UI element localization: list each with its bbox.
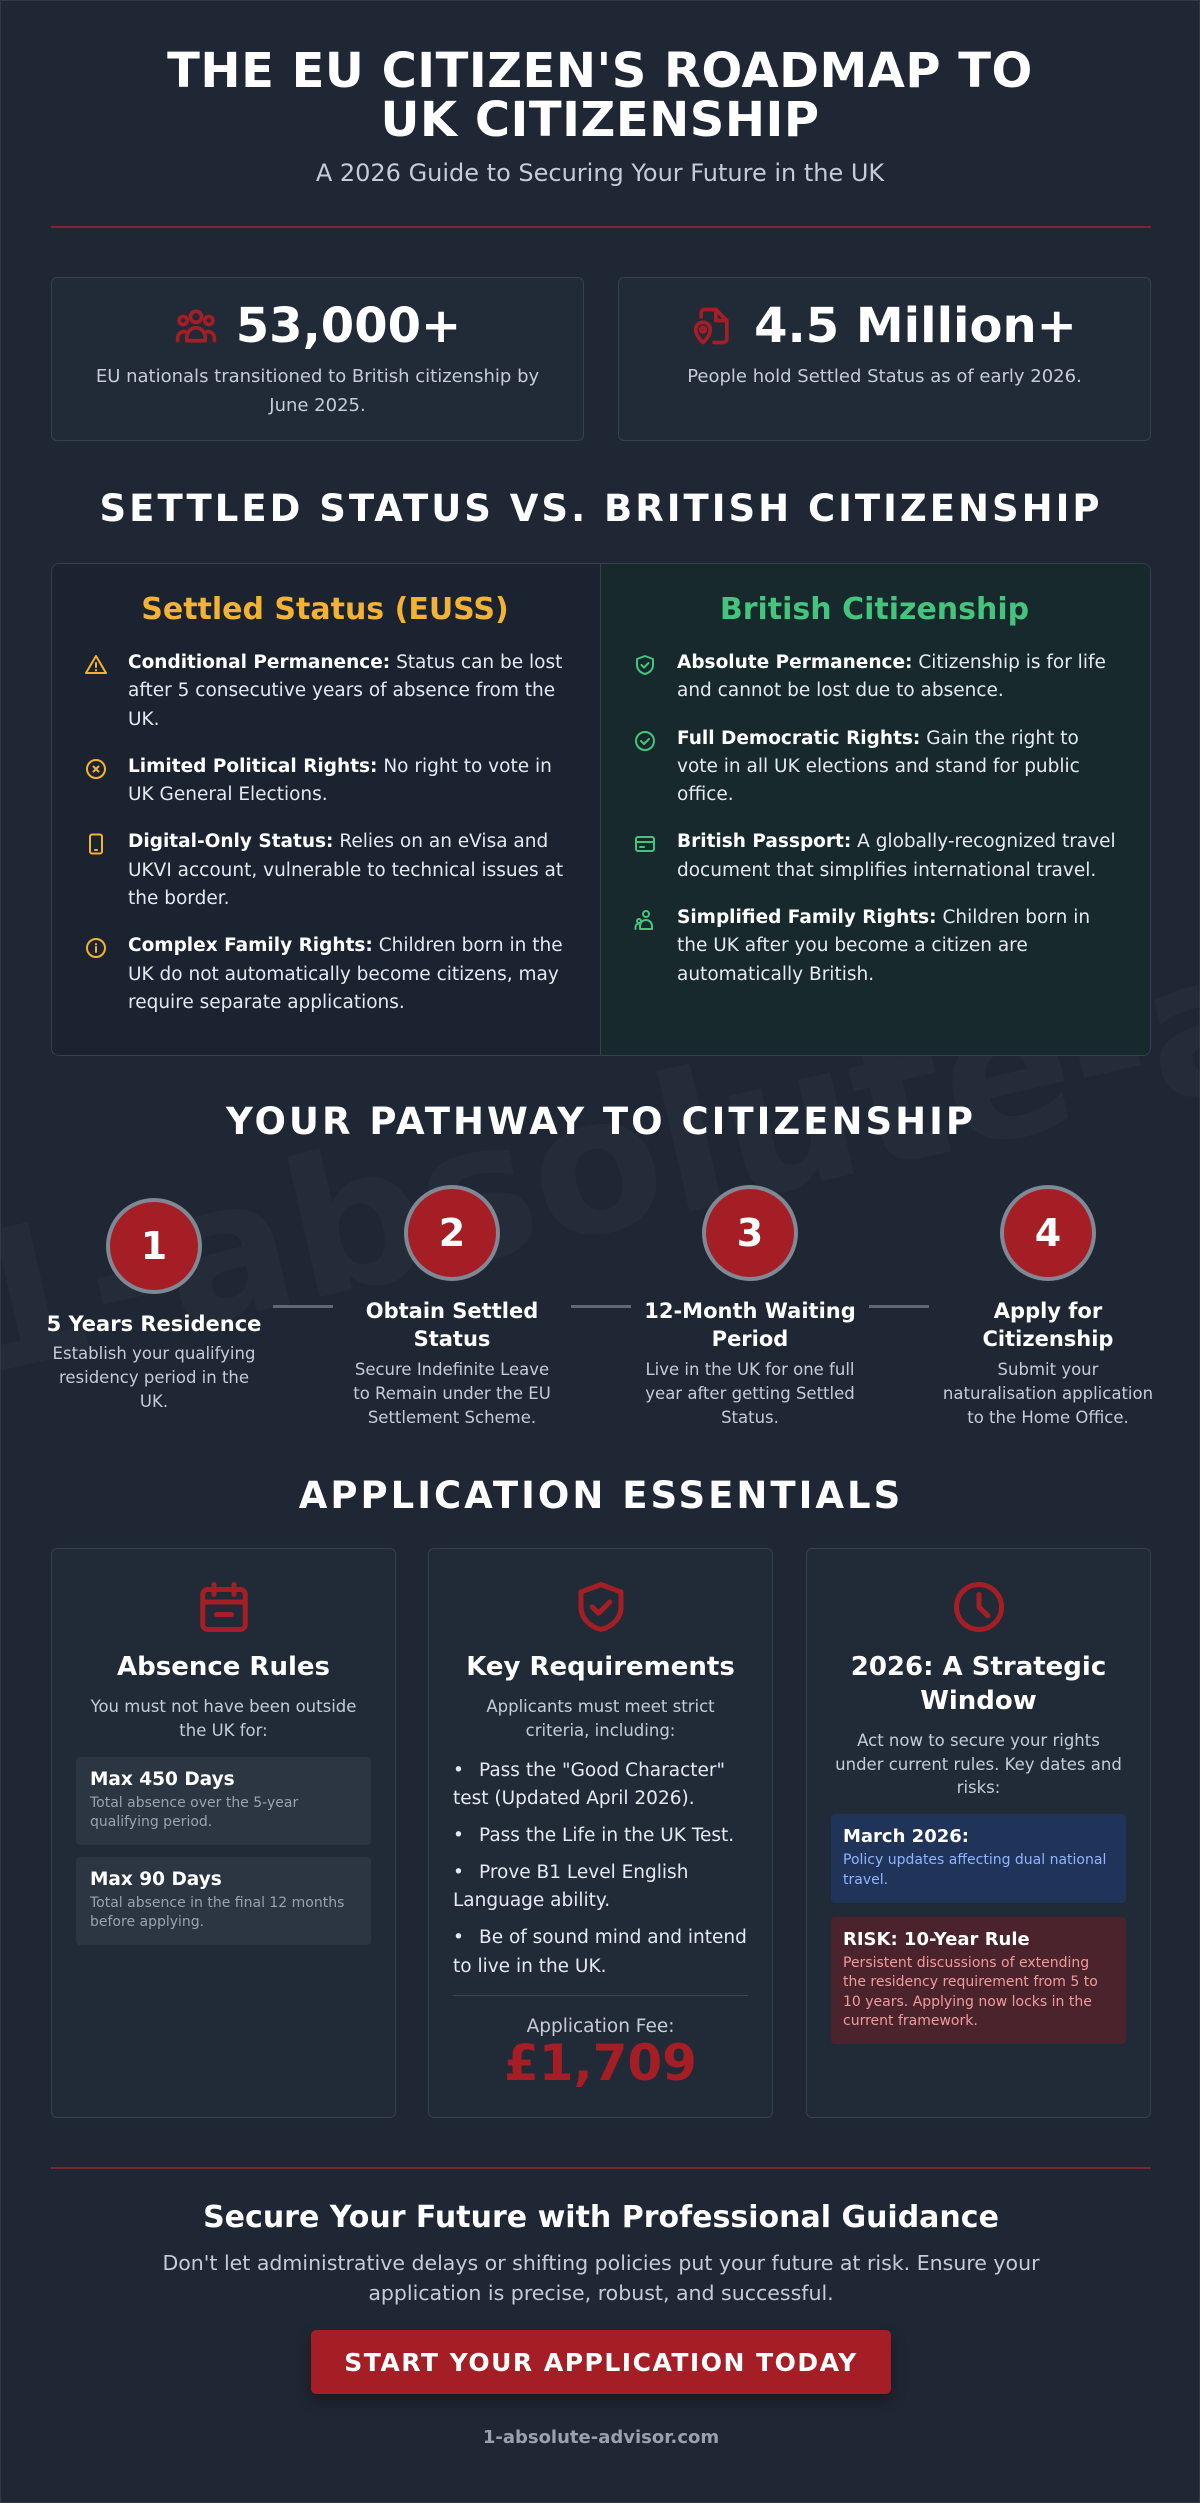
pathway-step [44, 1198, 264, 1414]
point-label: Simplified Family Rights: [677, 907, 937, 929]
step-description: Live in the UK for one full year after getting Settled Status. [645, 1359, 855, 1427]
step-title: Apply for Citizenship [982, 1299, 1114, 1352]
step-connector [869, 1305, 929, 1308]
point-text: Children born in the UK do not automatically become citizens, may require separate applications. [128, 935, 563, 1013]
page-subtitle: A 2026 Guide to Securing Your Future in the UK [315, 158, 885, 187]
key-date-title: March 2026: [843, 1826, 969, 1848]
key-requirements-intro: Applicants must meet strict criteria, including: [486, 1696, 715, 1740]
cta-divider [51, 2167, 1151, 2169]
point-text: Children born in the UK after you become a citizen are automatically British. [677, 907, 1091, 985]
pathway-title: YOUR PATHWAY TO CITIZENSHIP [225, 1100, 977, 1143]
page-title: THE EU CITIZEN'S ROADMAP TO UK CITIZENSHIP [167, 43, 1033, 148]
point-label: Conditional Permanence: [128, 652, 391, 673]
step-number: 4 [1000, 1185, 1096, 1281]
point-label: Absolute Permanence: [677, 652, 913, 673]
footer-website[interactable]: 1-absolute-advisor.com [482, 2427, 720, 2448]
strategic-window-title: 2026: A Strategic Window [850, 1652, 1107, 1716]
stat-value: 53,000+ [235, 298, 462, 354]
step-description: Submit your naturalisation application to the Home Office. [942, 1359, 1154, 1427]
stat-card-settled [618, 277, 1151, 441]
passport-icon [633, 832, 657, 856]
rule-description: Total absence over the 5-year qualifying period. [90, 1794, 299, 1831]
absence-rule [76, 1857, 371, 1945]
step-connector [571, 1305, 631, 1308]
essentials-title: APPLICATION ESSENTIALS [298, 1474, 904, 1517]
point-text: Status can be lost after 5 consecutive years of absence from the UK. [128, 652, 563, 730]
risk-box [831, 1917, 1126, 2044]
family-icon [633, 908, 657, 932]
step-title: Obtain Settled Status [365, 1299, 539, 1352]
point-label: Full Democratic Rights: [677, 727, 921, 749]
list-item: • Pass the Life in the UK Test. [453, 1824, 735, 1846]
citizenship-point [633, 904, 1116, 989]
settled-point [84, 828, 566, 913]
step-number: 3 [702, 1185, 798, 1281]
list-item: • Be of sound mind and intend to live in the UK. [453, 1927, 747, 1977]
users-icon [174, 304, 218, 348]
document-pin-icon [692, 304, 736, 348]
key-date-description: Policy updates affecting dual national travel. [843, 1852, 1107, 1888]
key-requirements-title: Key Requirements [466, 1652, 735, 1682]
point-text: Gain the right to vote in all UK elections and stand for public office. [677, 727, 1080, 806]
comparison-title: SETTLED STATUS VS. BRITISH CITIZENSHIP [99, 487, 1103, 530]
shield-check-icon [571, 1577, 631, 1637]
settled-status-title: Settled Status (EUSS) [141, 592, 509, 627]
settled-status-column [52, 564, 601, 1055]
risk-description: Persistent discussions of extending the residency requirement from 5 to 10 years. Applying now locks in the current framework. [843, 1954, 1098, 2030]
absence-rule [76, 1757, 371, 1845]
fee-value: £1,709 [504, 2034, 697, 2093]
fee-divider [453, 1995, 748, 1996]
citizenship-point [633, 725, 1116, 810]
clock-icon [949, 1577, 1009, 1637]
warning-icon [84, 653, 108, 677]
point-label: Digital-Only Status: [128, 831, 334, 853]
header [1, 1, 1199, 187]
absence-rules-card [51, 1548, 396, 2118]
fee-label: Application Fee: [526, 2016, 675, 2038]
stat-value: 4.5 Million+ [754, 298, 1077, 354]
point-text: Citizenship is for life and cannot be lost due to absence. [677, 652, 1106, 702]
settled-point [84, 649, 566, 734]
x-circle-icon [84, 757, 108, 781]
point-text: A globally-recognized travel document that simplifies international travel. [677, 831, 1116, 881]
point-text: Relies on an eVisa and UKVI account, vulnerable to technical issues at the border. [128, 831, 564, 910]
citizenship-point [633, 828, 1116, 885]
strategic-window-intro: Act now to secure your rights under current rules. Key dates and risks: [835, 1730, 1122, 1798]
british-citizenship-column [601, 564, 1150, 1055]
start-application-button[interactable]: START YOUR APPLICATION TODAY [311, 2330, 891, 2394]
step-title: 5 Years Residence [46, 1312, 262, 1336]
pathway-step [342, 1185, 562, 1429]
step-description: Secure Indefinite Leave to Remain under the EU Settlement Scheme. [353, 1359, 551, 1427]
key-date-box [831, 1814, 1126, 1902]
step-connector [273, 1305, 333, 1308]
header-divider [51, 226, 1151, 228]
risk-title: RISK: 10-Year Rule [843, 1928, 1030, 1950]
point-label: Limited Political Rights: [128, 755, 378, 777]
list-item: • Pass the "Good Character" test (Updated April 2026). [453, 1759, 726, 1810]
point-text: No right to vote in UK General Elections. [128, 755, 552, 806]
requirements-list [453, 1757, 748, 1982]
key-requirements-card [428, 1548, 773, 2118]
shield-check-icon [633, 653, 657, 677]
calendar-icon [194, 1577, 254, 1637]
comparison-table [51, 563, 1151, 1056]
list-item: • Prove B1 Level English Language ability. [453, 1861, 689, 1912]
stat-card-citizenship [51, 277, 584, 441]
step-title: 12-Month Waiting Period [644, 1299, 856, 1352]
settled-point [84, 932, 566, 1017]
point-label: British Passport: [677, 831, 852, 853]
absence-rules-intro: You must not have been outside the UK for: [90, 1696, 357, 1740]
step-number: 1 [106, 1198, 202, 1294]
cta-text: Don't let administrative delays or shifting policies put your future at risk. Ensure your application is precise, robust, and successful. [162, 2251, 1040, 2305]
step-description: Establish your qualifying residency period in the UK. [52, 1344, 256, 1412]
point-label: Complex Family Rights: [128, 935, 373, 957]
british-citizenship-title: British Citizenship [719, 592, 1030, 627]
rule-description: Total absence in the final 12 months before applying. [90, 1894, 345, 1931]
rule-title: Max 90 Days [90, 1868, 222, 1890]
step-number: 2 [404, 1185, 500, 1281]
settled-point [84, 753, 566, 810]
cta-title: Secure Your Future with Professional Guidance [203, 2200, 999, 2235]
rule-title: Max 450 Days [90, 1768, 235, 1790]
strategic-window-card [806, 1548, 1151, 2118]
pathway-step [938, 1185, 1158, 1429]
stat-description: EU nationals transitioned to British citizenship by June 2025. [95, 365, 540, 416]
phone-icon [84, 832, 108, 856]
citizenship-point [633, 649, 1116, 706]
pathway-step [640, 1185, 860, 1429]
stat-description: People hold Settled Status as of early 2026. [687, 365, 1082, 387]
check-circle-icon [633, 729, 657, 753]
absence-rules-title: Absence Rules [116, 1652, 330, 1682]
info-icon [84, 936, 108, 960]
